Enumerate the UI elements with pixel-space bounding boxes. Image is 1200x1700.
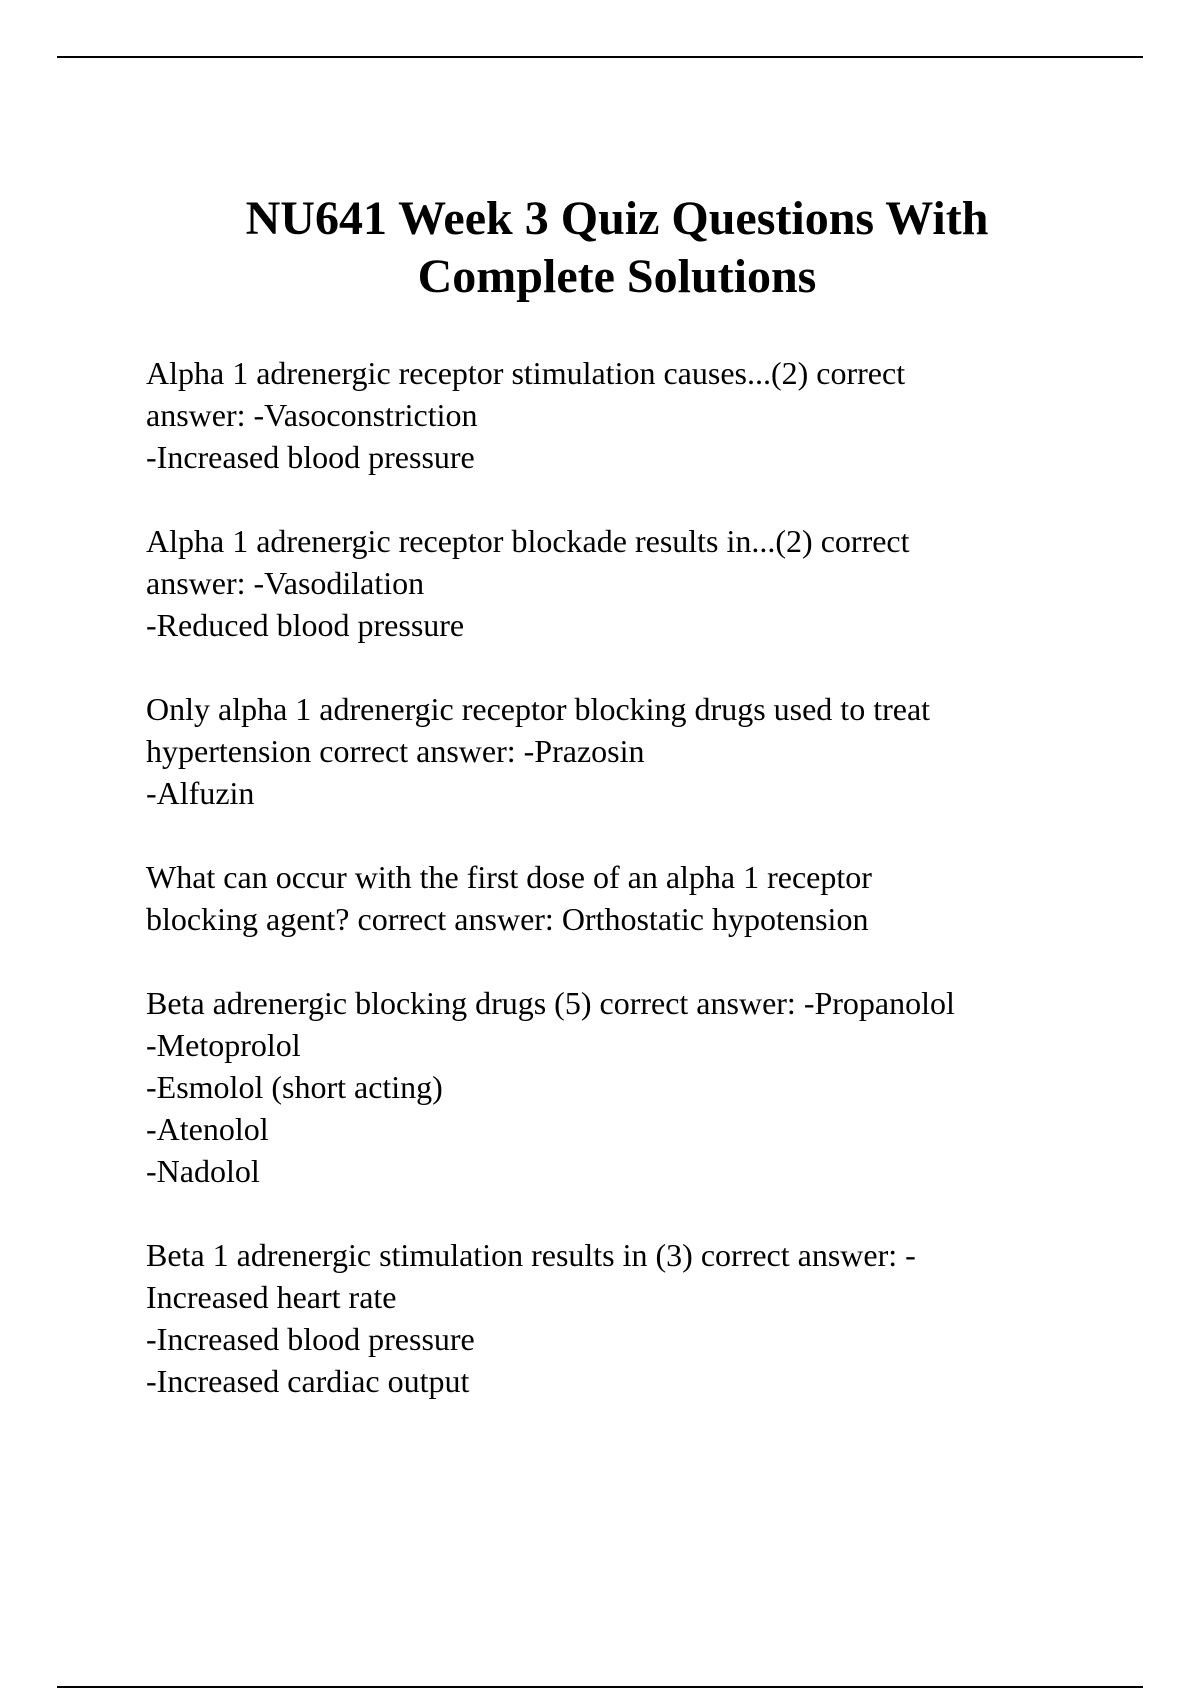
- title-line-1: NU641 Week 3 Quiz Questions With: [245, 192, 989, 245]
- qa-line: Beta adrenergic blocking drugs (5) correct answer: -Propanolol: [146, 985, 955, 1021]
- qa-line: blocking agent? correct answer: Orthostatic hypotension: [146, 901, 869, 937]
- qa-line: -Increased cardiac output: [146, 1363, 470, 1399]
- qa-entry-3: [146, 688, 1106, 814]
- bottom-rule: [57, 1686, 1143, 1688]
- qa-line: -Reduced blood pressure: [146, 607, 465, 643]
- qa-line: answer: -Vasodilation: [146, 565, 425, 601]
- qa-line: Alpha 1 adrenergic receptor blockade results in...(2) correct: [146, 523, 910, 559]
- top-rule: [57, 56, 1143, 58]
- qa-line: -Nadolol: [146, 1153, 260, 1189]
- qa-entry-1: [146, 352, 1106, 478]
- qa-entry-6: [146, 1234, 1106, 1402]
- qa-line: answer: -Vasoconstriction: [146, 397, 478, 433]
- qa-line: -Esmolol (short acting): [146, 1069, 443, 1105]
- qa-line: Only alpha 1 adrenergic receptor blocking drugs used to treat: [146, 691, 931, 727]
- qa-line: -Increased blood pressure: [146, 439, 475, 475]
- qa-entry-2: [146, 520, 1106, 646]
- qa-line: -Metoprolol: [146, 1027, 301, 1063]
- quiz-content: [146, 352, 1106, 1444]
- page-title: [0, 190, 1200, 306]
- qa-line: -Atenolol: [146, 1111, 269, 1147]
- qa-line: -Alfuzin: [146, 775, 255, 811]
- qa-line: Alpha 1 adrenergic receptor stimulation causes...(2) correct: [146, 355, 906, 391]
- qa-line: -Increased blood pressure: [146, 1321, 475, 1357]
- qa-line: What can occur with the first dose of an alpha 1 receptor: [146, 859, 872, 895]
- title-line-2: Complete Solutions: [417, 250, 817, 303]
- qa-line: hypertension correct answer: -Prazosin: [146, 733, 645, 769]
- qa-line: Increased heart rate: [146, 1279, 397, 1315]
- qa-entry-5: [146, 982, 1106, 1192]
- qa-entry-4: [146, 856, 1106, 940]
- qa-line: Beta 1 adrenergic stimulation results in (3) correct answer: -: [146, 1237, 916, 1273]
